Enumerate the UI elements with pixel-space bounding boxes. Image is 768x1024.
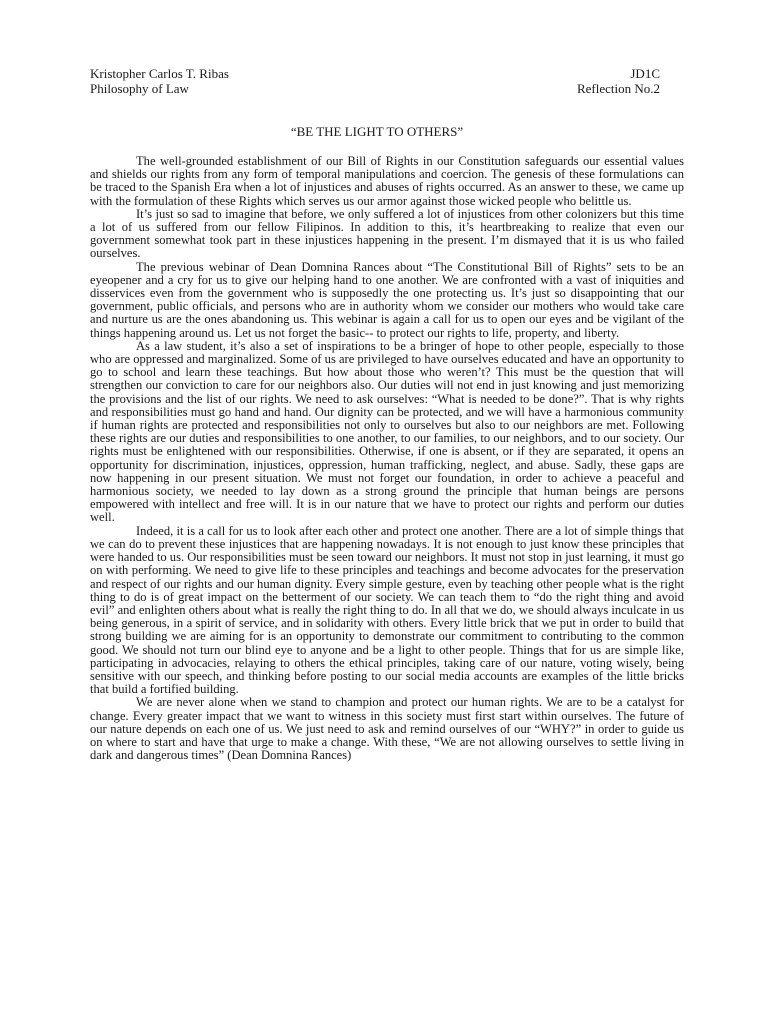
author-name: Kristopher Carlos T. Ribas [90, 66, 229, 81]
paragraph: Indeed, it is a call for us to look after each other and protect one another. There are a lot of simple things that we can do to prevent these injustices that are happening nowadays. It is not enough to just know these principles that were handed to us. Our responsibilities must be seen toward our neighbors. It must not stop in just learning, it must go on with performing. We need to give life to these principles and teachings and become advocates for the preservation and respect of our rights and our human dignity. Every simple gesture, even by teaching other people what is the right thing to do is of great impact on the betterment of our society. We can teach them to “do the right thing and avoid evil” and enlighten others about what is really the right thing to do. In all that we do, we should always inculcate in us being generous, in a spirit of service, and in solidarity with others. Every little brick that we put in order to build that strong building we are aiming for is an opportunity to demonstrate our commitment to contributing to the common good. We should not turn our blind eye to anyone and be a light to other people. Things that for us are simple like, participating in advocacies, relaying to others the ethical principles, taking care of our nature, voting wisely, being sensitive with our speech, and thinking before posting to our social media accounts are examples of the little bricks that build a fortified building. [90, 523, 684, 697]
paragraph: The well-grounded establishment of our Bill of Rights in our Constitution safeguards our essential values and shields our rights from any form of temporal manipulations and coercion. The genesis of these formulations can be traced to the Spanish Era when a lot of injustices and abuses of rights occurred. As an answer to these, we came up with the formulation of these Rights which serves us our armor against those wicked people who belittle us. [90, 154, 684, 208]
paragraph: We are never alone when we stand to champion and protect our human rights. We are to be a catalyst for change. Every greater impact that we want to witness in this society must first start within ourselves. The future of our nature depends on each one of us. We just need to ask and remind ourselves of our “WHY?” in order to guide us on where to start and have that urge to make a change. With these, “We are not allowing ourselves to settle living in dark and dangerous times” (Dean Domnina Rances) [90, 695, 684, 763]
document-title: “BE THE LIGHT TO OTHERS” [290, 124, 464, 139]
paragraph: As a law student, it’s also a set of inspirations to be a bringer of hope to other people, especially to those who are oppressed and marginalized. Some of us are privileged to have ourselves educated and have an opportunity to go to school and learn these teachings. But how about those who weren’t? This must be the question that will strengthen our conviction to care for our neighbors also. Our duties will not end in just knowing and just memorizing the provisions and the list of our rights. We need to ask ourselves: “What is needed to be done?”. That is why rights and responsibilities must go hand and hand. Our dignity can be protected, and we will have a harmonious community if human rights are protected and responsibilities not only to ourselves but also to our neighbors are met. Following these rights are our duties and responsibilities to one another, to our families, to our neighbors, and to our society. Our rights must be enlightened with our responsibilities. Otherwise, if one is absent, or if they are separated, it opens an opportunity for discrimination, injustices, oppression, human trafficking, neglect, and abuse. Sadly, these gaps are now happening in our present situation. We must not forget our foundation, in order to achieve a peaceful and harmonious society, we needed to lay down as a strong ground the principle that human beings are persons empowered with intellect and free will. It is in our nature that we have to protect our rights and perform our duties well. [90, 338, 684, 525]
paragraph: It’s just so sad to imagine that before, we only suffered a lot of injustices from other colonizers but this time a lot of us suffered from our fellow Filipinos. In addition to this, it’s heartbreaking to realize that even our government somewhat took part in these injustices happening in the present. I’m dismayed that it is us who failed ourselves. [90, 206, 684, 261]
header-row-2 [90, 81, 660, 96]
document-body [90, 155, 684, 762]
document-header [90, 66, 660, 96]
class-section: JD1C [630, 66, 660, 81]
header-row-1 [90, 66, 660, 81]
paragraph: The previous webinar of Dean Domnina Rances about “The Constitutional Bill of Rights” sets to be an eyeopener and a cry for us to give our helping hand to one another. We are confronted with a vast of iniquities and disservices even from the government who is supposedly the one protecting us. It’s just so disappointing that our government, public officials, and persons who are in authority whom we consider our mothers who would take care and nurture us are the ones abandoning us. This webinar is again a call for us to open our eyes and be vigilant of the things happening around us. Let us not forget the basic-- to protect our rights to life, property, and liberty. [90, 259, 684, 340]
assignment-label: Reflection No.2 [576, 81, 660, 96]
course-name: Philosophy of Law [90, 81, 189, 96]
